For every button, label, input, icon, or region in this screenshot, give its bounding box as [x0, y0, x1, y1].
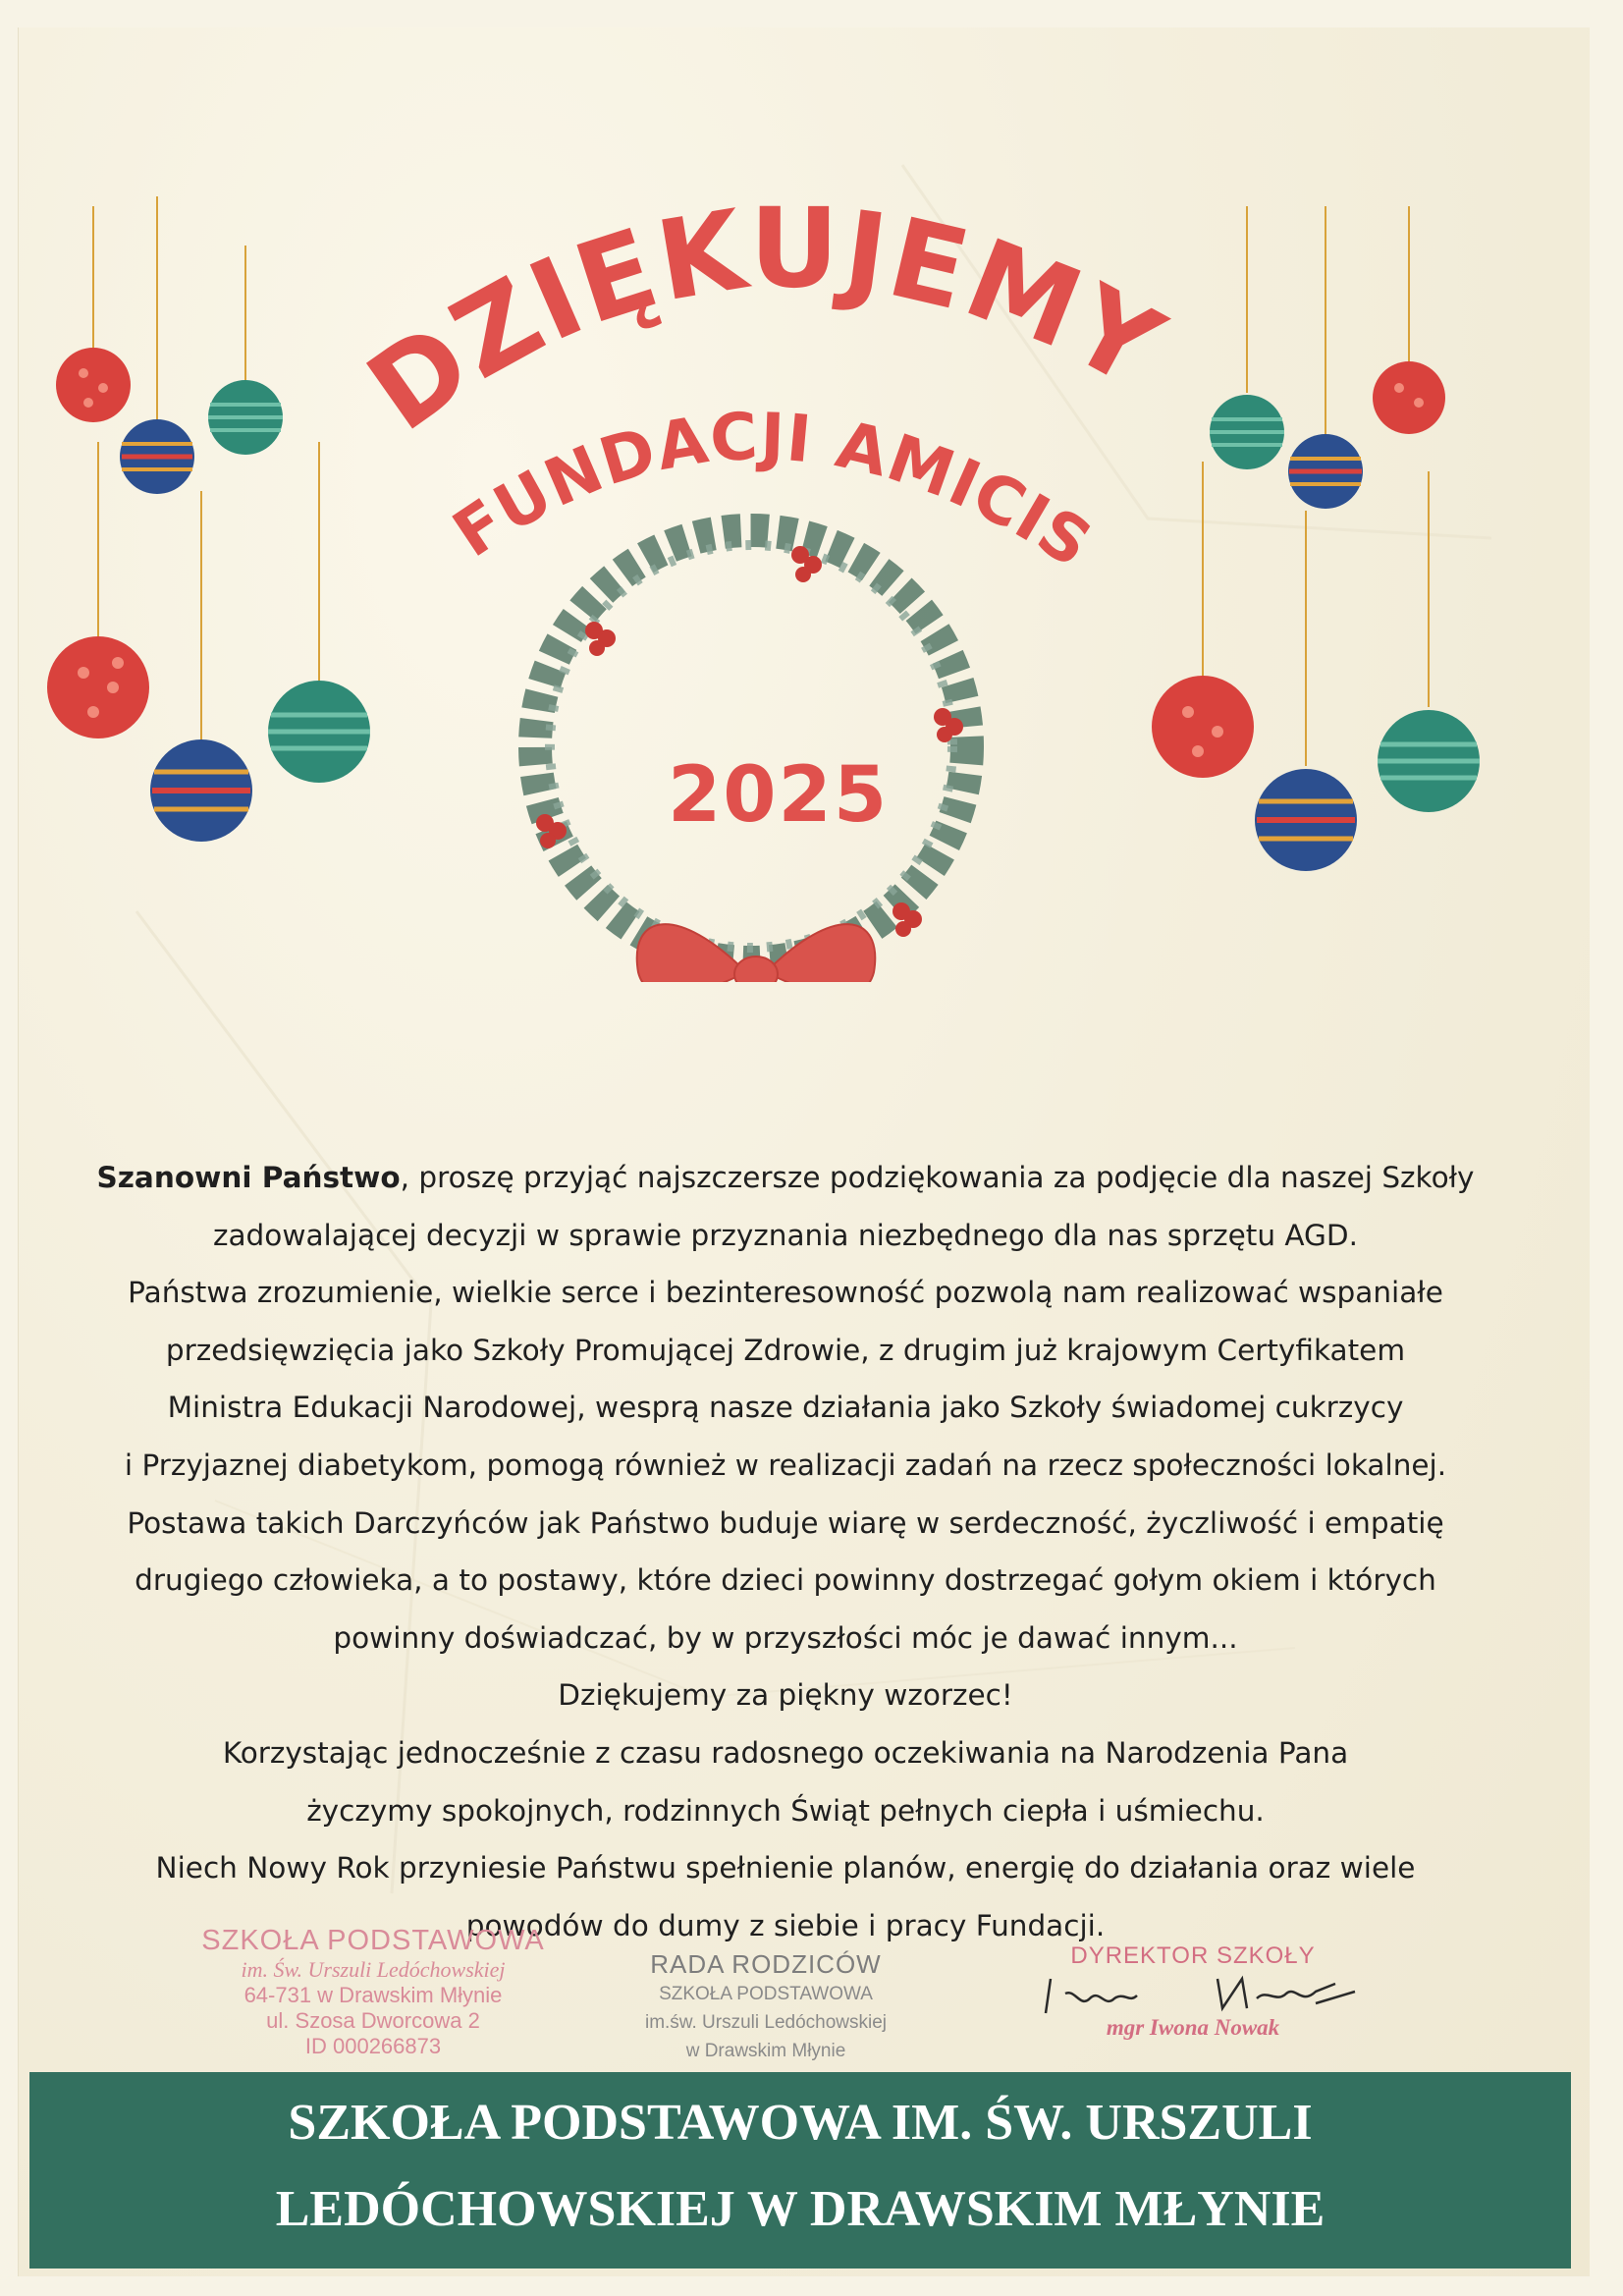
title-arc: [0, 0, 1623, 687]
letter-line: zadowalającej decyzji w sprawie przyznania niezbędnego dla nas sprzętu AGD.: [212, 1218, 1359, 1252]
letter-line: Postawa takich Darczyńców jak Państwo buduje wiarę w serdeczność, życzliwość i empatię: [127, 1505, 1444, 1540]
director-stamp-name: mgr Iwona Nowak: [1106, 2015, 1280, 2040]
letter-line: drugiego człowieka, a to postawy, które dzieci powinny dostrzegać gołym okiem i których: [135, 1563, 1436, 1598]
banner-line1: SZKOŁA PODSTAWOWA IM. ŚW. URSZULI: [288, 2095, 1313, 2151]
letter-line: Dziękujemy za piękny wzorzec!: [558, 1678, 1013, 1713]
letter-body: [39, 1149, 1532, 1954]
director-signature: [1021, 1964, 1394, 2023]
school-stamp-street: ul. Szosa Dworcowa 2: [266, 2008, 480, 2033]
parents-council-stamp: [589, 1949, 943, 2065]
letter-line: przedsięwzięcia jako Szkoły Promującej Zdrowie, z drugim już krajowym Certyfikatem: [165, 1333, 1406, 1367]
rada-stamp-patron: im.św. Urszuli Ledóchowskiej: [644, 2012, 888, 2033]
letter-greeting: Szanowni Państwo: [96, 1161, 401, 1194]
letter-line: Państwa zrozumienie, wielkie serce i bezinteresowność pozwolą nam realizować wspaniałe: [128, 1276, 1443, 1310]
svg-text:FUNDACJI AMICIS: [440, 399, 1106, 582]
letter-line: powinny doświadczać, by w przyszłości móc je dawać innym...: [333, 1620, 1238, 1655]
letter-line: i Przyjaznej diabetykom, pomogą również w realizacji zadań na rzecz społeczności lokalnej.: [124, 1448, 1447, 1482]
title-line1: DZIĘKUJEMY: [346, 185, 1183, 457]
school-stamp-patron: im. Św. Urszuli Ledóchowskiej: [241, 1957, 506, 1982]
letter-line: Szanowni Państwo, proszę przyjąć najszczersze podziękowania za podjęcie dla naszej Szkoły: [96, 1161, 1475, 1194]
letter-line: życzymy spokojnych, rodzinnych Świąt pełnych ciepła i uśmiechu.: [306, 1793, 1265, 1828]
letter-line: powodów do dumy z siebie i pracy Fundacji.: [465, 1908, 1106, 1942]
letter-line: Niech Nowy Rok przyniesie Państwu spełnienie planów, energię do działania oraz wiele: [155, 1851, 1416, 1886]
letter-line: Korzystając jednocześnie z czasu radosnego oczekiwania na Narodzenia Pana: [222, 1735, 1349, 1770]
title-line2: FUNDACJI AMICIS: [440, 398, 1106, 583]
school-stamp-name: SZKOŁA PODSTAWOWA: [201, 1925, 545, 1956]
teal-ornament-icon: [268, 681, 370, 783]
rada-stamp-title: RADA RODZICÓW: [650, 1949, 882, 1979]
teal-ornament-icon: [1378, 710, 1480, 812]
banner-line2: LEDÓCHOWSKIEJ W DRAWSKIM MŁYNIE: [275, 2181, 1325, 2237]
rada-stamp-place: w Drawskim Młynie: [685, 2041, 846, 2061]
director-stamp-title: DYREKTOR SZKOŁY: [1070, 1942, 1316, 1969]
year-label: 2025: [668, 751, 890, 840]
blue-ornament-icon: [150, 739, 252, 842]
rada-stamp-school: SZKOŁA PODSTAWOWA: [659, 1984, 873, 2004]
school-name-banner: [29, 2072, 1571, 2269]
blue-ornament-icon: [1255, 769, 1357, 871]
school-stamp: [187, 1925, 560, 2059]
school-stamp-id: ID 000266873: [304, 2034, 442, 2058]
red-ornament-icon: [1152, 676, 1254, 778]
letter-line: Ministra Edukacji Narodowej, wesprą nasze działania jako Szkoły świadomej cukrzycy: [167, 1391, 1404, 1425]
school-stamp-postal: 64-731 w Drawskim Młynie: [243, 1983, 503, 2007]
